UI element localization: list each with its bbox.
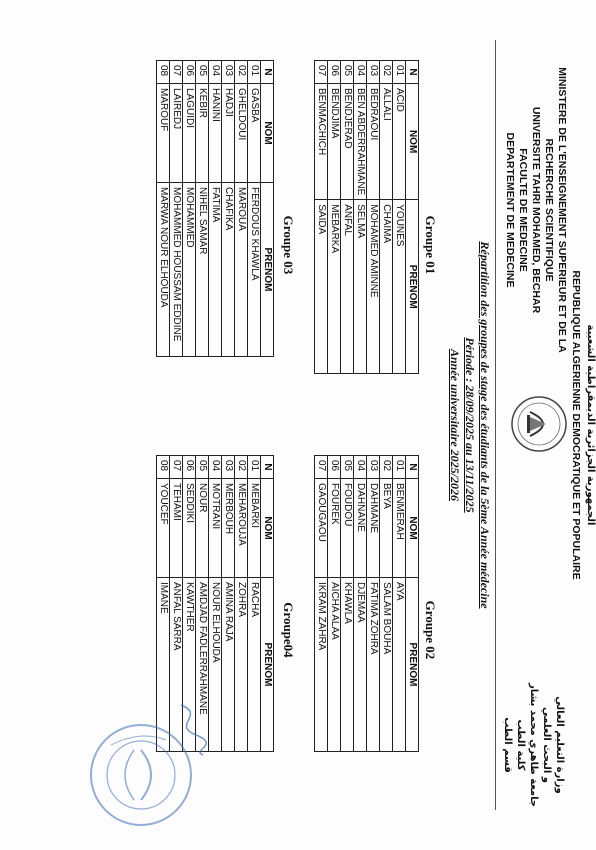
student-prenom: AICHA ALAA (328, 578, 341, 752)
table-row (222, 456, 235, 752)
student-prenom: ANFAL (341, 200, 354, 374)
student-nom: NOUR (196, 479, 209, 578)
ar-department: قسم الطب (502, 717, 513, 773)
table-row (183, 61, 196, 357)
table-row (341, 61, 354, 374)
student-prenom: SELMA (354, 200, 367, 374)
student-prenom: KAWTHER (183, 578, 196, 752)
ministry-line-1: MINISTERE DE L'ENSEIGNEMENT SUPERIEUR ET DE LA (556, 67, 568, 353)
student-prenom: AYA (393, 578, 406, 752)
student-prenom: ANFAL SARRA (170, 578, 183, 752)
student-nom: LAIREDJ (170, 84, 183, 183)
student-prenom: MARWA NOUR ELHOUDA (157, 183, 170, 357)
ar-ministry-line-2: و البحث العلمي (541, 707, 552, 783)
student-prenom: AMINA RAJA (222, 578, 235, 752)
student-prenom: IKRAM ZAHRA (315, 578, 328, 752)
row-number: 02 (380, 61, 393, 84)
row-number: 04 (209, 456, 222, 479)
student-prenom: NIHEL SAMAR (196, 183, 209, 357)
student-nom: LAGUIDI (183, 84, 196, 183)
student-nom: SEDDIKI (183, 479, 196, 578)
table-row (157, 61, 170, 357)
student-nom: MEBARKI (248, 479, 261, 578)
student-nom: BEN ABDERRAHMANE (354, 84, 367, 200)
row-number: 02 (380, 456, 393, 479)
student-nom: MEHAROUJA (235, 479, 248, 578)
table-row (222, 61, 235, 357)
row-number: 03 (367, 456, 380, 479)
table-row (367, 61, 380, 374)
table-row (248, 61, 261, 357)
student-nom: ACID (393, 84, 406, 200)
student-nom: DAHMANE (367, 479, 380, 578)
table-row (393, 61, 406, 374)
republic-heading-ar: الجمهورية الجزائرية الديمقراطية الشعبية (585, 324, 596, 526)
table-row (315, 61, 328, 374)
republic-heading: REPUBLIQUE ALGERIENNE DEMOCRATIQUE ET POPULAIRE (570, 270, 582, 580)
row-number: 04 (354, 61, 367, 84)
row-number: 08 (157, 61, 170, 84)
student-prenom: DJEMAA (354, 578, 367, 752)
student-nom: GAOUGAOU (315, 479, 328, 578)
student-prenom: FATIMA ZOHRA (367, 578, 380, 752)
university-name: UNIVERSITE TAHRI MOHAMED, BECHAR (530, 106, 542, 314)
table-row (170, 61, 183, 357)
table-row (341, 456, 354, 752)
department-name: DEPARTEMENT DE MEDECINE (504, 132, 516, 288)
col-nom: NOM (261, 479, 274, 578)
university-logo (510, 395, 568, 453)
student-prenom: MAROUA (235, 183, 248, 357)
row-number: 05 (341, 61, 354, 84)
student-prenom: YOUNES (393, 200, 406, 374)
col-n: N (261, 61, 274, 84)
title-line-3: Année universitaire 2025/2026 (448, 348, 462, 501)
col-n: N (406, 456, 419, 479)
student-nom: DAHNANE (354, 479, 367, 578)
student-prenom: MOHAMED AMINNE (367, 200, 380, 374)
student-prenom: AMDJAD FADLERRAHMANE (196, 578, 209, 752)
col-prenom: PRENOM (261, 578, 274, 752)
title-line-2: Période : 28/09/2025 au 13/11/2025 (463, 337, 477, 513)
group-4-label: Groupe04 (281, 602, 296, 658)
student-nom: BEYA (380, 479, 393, 578)
ar-faculty: كلية الطب (515, 719, 526, 771)
student-nom: BENDJIMA (328, 84, 341, 200)
student-prenom: ZOHRA (235, 578, 248, 752)
student-nom: ALLALI (380, 84, 393, 200)
row-number: 07 (170, 456, 183, 479)
group-3-label: Groupe 03 (281, 215, 296, 275)
col-n: N (261, 456, 274, 479)
row-number: 03 (222, 61, 235, 84)
student-prenom: MEBARKA (328, 200, 341, 374)
ar-ministry-line-1: وزارة التعليم العالي (554, 696, 565, 794)
row-number: 03 (222, 456, 235, 479)
table-row (209, 61, 222, 357)
ar-university: جامعة طاهري محمد بشار (528, 682, 539, 808)
student-prenom: FERDOUS KHAWLA (248, 183, 261, 357)
student-prenom: CHAIMA (380, 200, 393, 374)
student-prenom: NOUR ELHOUDA (209, 578, 222, 752)
row-number: 05 (196, 456, 209, 479)
row-number: 05 (196, 61, 209, 84)
student-nom: HANINI (209, 84, 222, 183)
row-number: 04 (354, 456, 367, 479)
row-number: 06 (183, 456, 196, 479)
student-nom: GASBA (248, 84, 261, 183)
student-prenom: MOHAMMED (183, 183, 196, 357)
col-prenom: PRENOM (406, 578, 419, 752)
student-prenom: FATIMA (209, 183, 222, 357)
student-prenom: IMANE (157, 578, 170, 752)
row-number: 01 (248, 61, 261, 84)
table-row (315, 456, 328, 752)
row-number: 05 (341, 456, 354, 479)
row-number: 03 (367, 61, 380, 84)
row-number: 08 (157, 456, 170, 479)
table-row (380, 61, 393, 374)
col-prenom: PRENOM (261, 183, 274, 357)
student-nom: BEDRAOUI (367, 84, 380, 200)
col-nom: NOM (261, 84, 274, 183)
table-row (196, 61, 209, 357)
col-nom: NOM (406, 479, 419, 578)
student-prenom: RACHA (248, 578, 261, 752)
student-prenom: KHAWLA (341, 578, 354, 752)
title-line-1: Répartition des groupes de stage des étudiants de la 5ème Année médecine (478, 241, 492, 609)
col-prenom: PRENOM (406, 200, 419, 374)
row-number: 04 (209, 61, 222, 84)
table-row (157, 456, 170, 752)
row-number: 02 (235, 61, 248, 84)
institution-block (503, 60, 568, 360)
student-nom: BENMERAH (393, 479, 406, 578)
student-nom: BENMACHICH (315, 84, 328, 200)
row-number: 07 (315, 61, 328, 84)
institution-block-ar (501, 660, 566, 830)
table-row (367, 456, 380, 752)
table-row (354, 61, 367, 374)
row-number: 01 (248, 456, 261, 479)
student-nom: MAROUF (157, 84, 170, 183)
student-prenom: CHAFIKA (222, 183, 235, 357)
group-2-table (314, 455, 419, 752)
row-number: 01 (393, 456, 406, 479)
row-number: 07 (170, 61, 183, 84)
table-row (393, 456, 406, 752)
student-nom: KEBIR (196, 84, 209, 183)
table-row (328, 456, 341, 752)
student-nom: FOUREK (328, 479, 341, 578)
table-row (380, 456, 393, 752)
student-prenom: SALAM BOUHA (380, 578, 393, 752)
table-row (354, 456, 367, 752)
table-row (248, 456, 261, 752)
student-prenom: MOHAMMED HOUSSAM EDDINE (170, 183, 183, 357)
table-row (328, 61, 341, 374)
col-nom: NOM (406, 84, 419, 200)
ministry-line-2: RECHERCHE SCIENTIFIQUE (543, 138, 555, 282)
group-3-table (156, 60, 274, 357)
student-nom: MERBOUH (222, 479, 235, 578)
page-title (447, 150, 492, 700)
student-nom: BENDJERAD (341, 84, 354, 200)
col-n: N (406, 61, 419, 84)
row-number: 07 (315, 456, 328, 479)
group-1-label: Groupe 01 (423, 215, 438, 275)
row-number: 06 (328, 61, 341, 84)
student-nom: YOUCEF (157, 479, 170, 578)
student-nom: TEHAMI (170, 479, 183, 578)
faculty-name: FACULTE DE MEDECINE (517, 148, 529, 272)
student-nom: HADJI (222, 84, 235, 183)
table-row (235, 456, 248, 752)
header-divider (495, 40, 496, 810)
signature (171, 700, 211, 760)
student-nom: FOUDOU (341, 479, 354, 578)
row-number: 01 (393, 61, 406, 84)
row-number: 06 (328, 456, 341, 479)
student-nom: GHELDOUI (235, 84, 248, 183)
group-2-label: Groupe 02 (423, 600, 438, 660)
row-number: 06 (183, 61, 196, 84)
group-1-table (314, 60, 419, 374)
row-number: 02 (235, 456, 248, 479)
student-prenom: SAIDA (315, 200, 328, 374)
student-nom: MOTRANI (209, 479, 222, 578)
table-row (235, 61, 248, 357)
